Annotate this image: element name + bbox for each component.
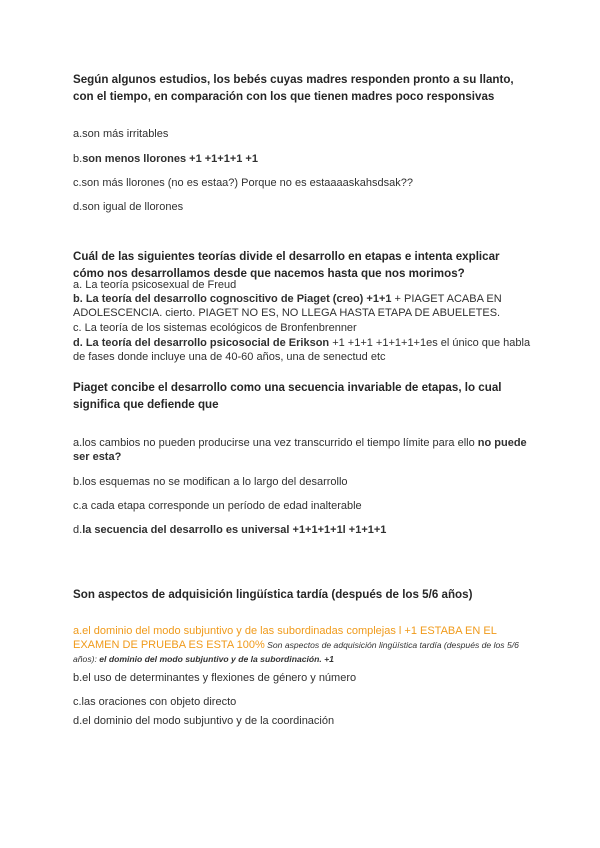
q4-option-a: [73, 624, 533, 666]
q3-option-a-text: a.los cambios no pueden producirse una vez transcurrido el tiempo límite para ello: [73, 437, 478, 449]
q2-option-d-bold: d. La teoría del desarrollo psicosocial de Erikson: [73, 337, 330, 349]
q1-option-c: c.son más llorones (no es estaa?) Porque no es estaaaaskahsdsak??: [73, 177, 413, 189]
q3-option-d-text: la secuencia del desarrollo es universal +1+1+1+1l +1+1+1: [82, 524, 387, 536]
q3-option-d: [73, 523, 533, 537]
question-2: Cuál de las siguientes teorías divide el desarrollo en etapas e intenta explicar cómo nos desarrollamos desde que nacemos hasta que nos morimos?: [73, 250, 500, 280]
q2-option-d: [73, 336, 533, 364]
q2-option-b: [73, 292, 533, 320]
q4-option-a-highlight: a.el dominio del modo subjuntivo y de las subordinadas complejas l +1 ESTABA EN EL EXAMEN DE PRUEBA ES ESTA 100%: [73, 625, 497, 651]
q2-option-b-rest: + PIAGET ACABA EN ADOLESCENCIA. cierto. PIAGET NO ES, NO LLEGA HASTA ETAPA DE ABUELETES.: [73, 293, 502, 319]
q1-option-b: [73, 152, 533, 166]
q2-option-a: a. La teoría psicosexual de Freud: [73, 279, 237, 291]
q3-option-a: [73, 436, 533, 464]
q3-option-b: b.los esquemas no se modifican a lo largo del desarrollo: [73, 476, 348, 488]
q2-option-b-bold: b. La teoría del desarrollo cognoscitivo de Piaget (creo) +1+1: [73, 293, 392, 305]
q2-option-c: c. La teoría de los sistemas ecológicos de Bronfenbrenner: [73, 322, 357, 334]
q1-option-d: d.son igual de llorones: [73, 201, 184, 213]
question-4: Son aspectos de adquisición lingüística tardía (después de los 5/6 años): [73, 588, 473, 601]
q4-option-b: b.el uso de determinantes y flexiones de género y número: [73, 672, 357, 684]
q1-option-b-text: son menos llorones +1 +1+1+1 +1: [82, 153, 258, 165]
q1-option-a: a.son más irritables: [73, 128, 169, 140]
q3-option-d-prefix: d.: [73, 524, 83, 536]
q3-option-a-bold: no puede ser esta?: [73, 437, 527, 463]
q4-option-a-note-bold: el dominio del modo subjuntivo y de la subordinación. +1: [99, 654, 334, 664]
question-1: Según algunos estudios, los bebés cuyas madres responden pronto a su llanto, con el tiempo, en comparación con los que tienen madres poco responsivas: [73, 73, 514, 103]
q4-option-a-note-text: Son aspectos de adquisición lingüística tardía (después de los 5/6 años):: [73, 640, 519, 664]
q4-option-d: d.el dominio del modo subjuntivo y de la coordinación: [73, 715, 335, 727]
question-3: Piaget concibe el desarrollo como una secuencia invariable de etapas, lo cual significa que defiende que: [73, 381, 502, 411]
q4-option-c: c.las oraciones con objeto directo: [73, 696, 237, 708]
q1-option-b-prefix: b.: [73, 153, 83, 165]
q2-option-d-rest: +1 +1+1 +1+1+1+1es el único que habla de fases donde incluye una de 40-60 años, una de senectud etc: [73, 337, 531, 363]
q3-option-c: c.a cada etapa corresponde un período de edad inalterable: [73, 500, 362, 512]
